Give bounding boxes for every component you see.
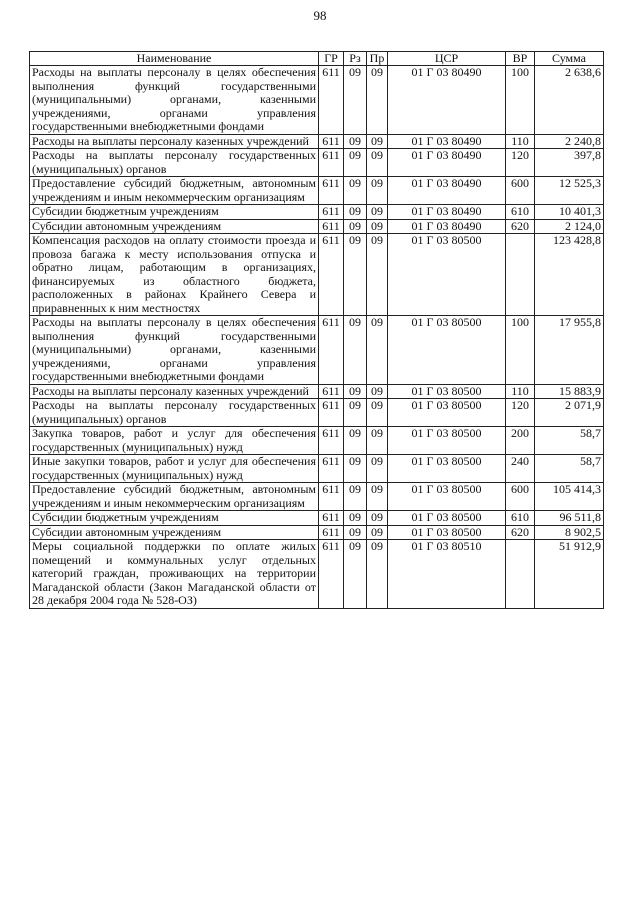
rz-cell: 09 <box>344 234 367 316</box>
pr-cell: 09 <box>367 316 388 385</box>
rz-cell: 09 <box>344 540 367 609</box>
name-cell: Расходы на выплаты персоналу государственных (муниципальных) органов <box>30 399 319 427</box>
rz-cell: 09 <box>344 399 367 427</box>
sum-cell: 397,8 <box>535 149 604 177</box>
vr-cell: 200 <box>506 427 535 455</box>
pr-cell: 09 <box>367 511 388 526</box>
pr-cell: 09 <box>367 234 388 316</box>
rz-cell: 09 <box>344 66 367 135</box>
table-row <box>30 384 604 399</box>
table-row <box>30 511 604 526</box>
csr-cell: 01 Г 03 80510 <box>388 540 506 609</box>
csr-cell: 01 Г 03 80500 <box>388 399 506 427</box>
table-row <box>30 234 604 316</box>
table-row <box>30 219 604 234</box>
pr-cell: 09 <box>367 205 388 220</box>
name-cell: Компенсация расходов на оплату стоимости проезда и провоза багажа к месту использования отпуска и обратно лицам, работающим в организациях, финансируемых из областного бюджета, расположенных в районах Крайнего Севера и приравненных к ним местностях <box>30 234 319 316</box>
col-header-gr: ГР <box>319 52 344 66</box>
gr-cell: 611 <box>319 219 344 234</box>
vr-cell: 240 <box>506 455 535 483</box>
table-row <box>30 177 604 205</box>
gr-cell: 611 <box>319 540 344 609</box>
gr-cell: 611 <box>319 205 344 220</box>
vr-cell: 620 <box>506 219 535 234</box>
rz-cell: 09 <box>344 134 367 149</box>
csr-cell: 01 Г 03 80500 <box>388 455 506 483</box>
csr-cell: 01 Г 03 80500 <box>388 483 506 511</box>
name-cell: Иные закупки товаров, работ и услуг для обеспечения государственных (муниципальных) нужд <box>30 455 319 483</box>
gr-cell: 611 <box>319 427 344 455</box>
gr-cell: 611 <box>319 316 344 385</box>
sum-cell: 8 902,5 <box>535 525 604 540</box>
col-header-rz: Рз <box>344 52 367 66</box>
sum-cell: 105 414,3 <box>535 483 604 511</box>
pr-cell: 09 <box>367 177 388 205</box>
page-number: 98 <box>313 8 327 23</box>
table-row <box>30 149 604 177</box>
table-row <box>30 205 604 220</box>
name-cell: Предоставление субсидий бюджетным, автономным учреждениям и иным некоммерческим организациям <box>30 483 319 511</box>
vr-cell: 610 <box>506 205 535 220</box>
sum-cell: 58,7 <box>535 455 604 483</box>
sum-cell: 12 525,3 <box>535 177 604 205</box>
name-cell: Субсидии бюджетным учреждениям <box>30 205 319 220</box>
name-cell: Меры социальной поддержки по оплате жилых помещений и коммунальных услуг отдельных категорий граждан, проживающих на территории Магаданской области (Закон Магаданской области от 28 декабря 2004 года № 528-ОЗ) <box>30 540 319 609</box>
table-row <box>30 427 604 455</box>
name-cell: Расходы на выплаты персоналу казенных учреждений <box>30 384 319 399</box>
col-header-name: Наименование <box>30 52 319 66</box>
sum-cell: 2 071,9 <box>535 399 604 427</box>
col-header-csr: ЦСР <box>388 52 506 66</box>
rz-cell: 09 <box>344 427 367 455</box>
budget-table <box>29 51 604 609</box>
gr-cell: 611 <box>319 177 344 205</box>
csr-cell: 01 Г 03 80490 <box>388 66 506 135</box>
csr-cell: 01 Г 03 80500 <box>388 427 506 455</box>
gr-cell: 611 <box>319 525 344 540</box>
rz-cell: 09 <box>344 511 367 526</box>
sum-cell: 58,7 <box>535 427 604 455</box>
rz-cell: 09 <box>344 455 367 483</box>
sum-cell: 51 912,9 <box>535 540 604 609</box>
gr-cell: 611 <box>319 134 344 149</box>
csr-cell: 01 Г 03 80490 <box>388 149 506 177</box>
col-header-sum: Сумма <box>535 52 604 66</box>
name-cell: Субсидии автономным учреждениям <box>30 219 319 234</box>
pr-cell: 09 <box>367 399 388 427</box>
rz-cell: 09 <box>344 483 367 511</box>
sum-cell: 96 511,8 <box>535 511 604 526</box>
pr-cell: 09 <box>367 134 388 149</box>
vr-cell: 600 <box>506 177 535 205</box>
csr-cell: 01 Г 03 80500 <box>388 511 506 526</box>
vr-cell: 620 <box>506 525 535 540</box>
gr-cell: 611 <box>319 66 344 135</box>
vr-cell <box>506 540 535 609</box>
sum-cell: 15 883,9 <box>535 384 604 399</box>
name-cell: Субсидии автономным учреждениям <box>30 525 319 540</box>
csr-cell: 01 Г 03 80500 <box>388 316 506 385</box>
table-row <box>30 134 604 149</box>
csr-cell: 01 Г 03 80500 <box>388 525 506 540</box>
name-cell: Расходы на выплаты персоналу в целях обеспечения выполнения функций государственными (муниципальными) органами, казенными учреждениями, органами управления государственными внебюджетными фондами <box>30 316 319 385</box>
col-header-vr: ВР <box>506 52 535 66</box>
gr-cell: 611 <box>319 399 344 427</box>
table-row <box>30 483 604 511</box>
pr-cell: 09 <box>367 525 388 540</box>
rz-cell: 09 <box>344 219 367 234</box>
gr-cell: 611 <box>319 483 344 511</box>
csr-cell: 01 Г 03 80490 <box>388 205 506 220</box>
vr-cell: 100 <box>506 316 535 385</box>
rz-cell: 09 <box>344 177 367 205</box>
table-row <box>30 540 604 609</box>
gr-cell: 611 <box>319 455 344 483</box>
vr-cell <box>506 234 535 316</box>
pr-cell: 09 <box>367 540 388 609</box>
table-row <box>30 399 604 427</box>
sum-cell: 17 955,8 <box>535 316 604 385</box>
col-header-pr: Пр <box>367 52 388 66</box>
rz-cell: 09 <box>344 316 367 385</box>
gr-cell: 611 <box>319 149 344 177</box>
name-cell: Субсидии бюджетным учреждениям <box>30 511 319 526</box>
vr-cell: 110 <box>506 134 535 149</box>
gr-cell: 611 <box>319 384 344 399</box>
sum-cell: 123 428,8 <box>535 234 604 316</box>
csr-cell: 01 Г 03 80500 <box>388 384 506 399</box>
pr-cell: 09 <box>367 455 388 483</box>
name-cell: Предоставление субсидий бюджетным, автономным учреждениям и иным некоммерческим организациям <box>30 177 319 205</box>
table-row <box>30 525 604 540</box>
table-row <box>30 455 604 483</box>
rz-cell: 09 <box>344 525 367 540</box>
name-cell: Расходы на выплаты персоналу казенных учреждений <box>30 134 319 149</box>
vr-cell: 120 <box>506 149 535 177</box>
vr-cell: 120 <box>506 399 535 427</box>
header-row <box>30 52 604 66</box>
csr-cell: 01 Г 03 80490 <box>388 134 506 149</box>
vr-cell: 100 <box>506 66 535 135</box>
csr-cell: 01 Г 03 80500 <box>388 234 506 316</box>
vr-cell: 610 <box>506 511 535 526</box>
sum-cell: 2 638,6 <box>535 66 604 135</box>
sum-cell: 2 124,0 <box>535 219 604 234</box>
gr-cell: 611 <box>319 511 344 526</box>
sum-cell: 10 401,3 <box>535 205 604 220</box>
name-cell: Закупка товаров, работ и услуг для обеспечения государственных (муниципальных) нужд <box>30 427 319 455</box>
pr-cell: 09 <box>367 384 388 399</box>
pr-cell: 09 <box>367 427 388 455</box>
vr-cell: 110 <box>506 384 535 399</box>
csr-cell: 01 Г 03 80490 <box>388 177 506 205</box>
pr-cell: 09 <box>367 66 388 135</box>
rz-cell: 09 <box>344 384 367 399</box>
table-row <box>30 316 604 385</box>
rz-cell: 09 <box>344 149 367 177</box>
name-cell: Расходы на выплаты персоналу в целях обеспечения выполнения функций государственными (муниципальными) органами, казенными учреждениями, органами управления государственными внебюджетными фондами <box>30 66 319 135</box>
vr-cell: 600 <box>506 483 535 511</box>
table-row <box>30 66 604 135</box>
sum-cell: 2 240,8 <box>535 134 604 149</box>
csr-cell: 01 Г 03 80490 <box>388 219 506 234</box>
pr-cell: 09 <box>367 483 388 511</box>
gr-cell: 611 <box>319 234 344 316</box>
name-cell: Расходы на выплаты персоналу государственных (муниципальных) органов <box>30 149 319 177</box>
rz-cell: 09 <box>344 205 367 220</box>
pr-cell: 09 <box>367 149 388 177</box>
pr-cell: 09 <box>367 219 388 234</box>
